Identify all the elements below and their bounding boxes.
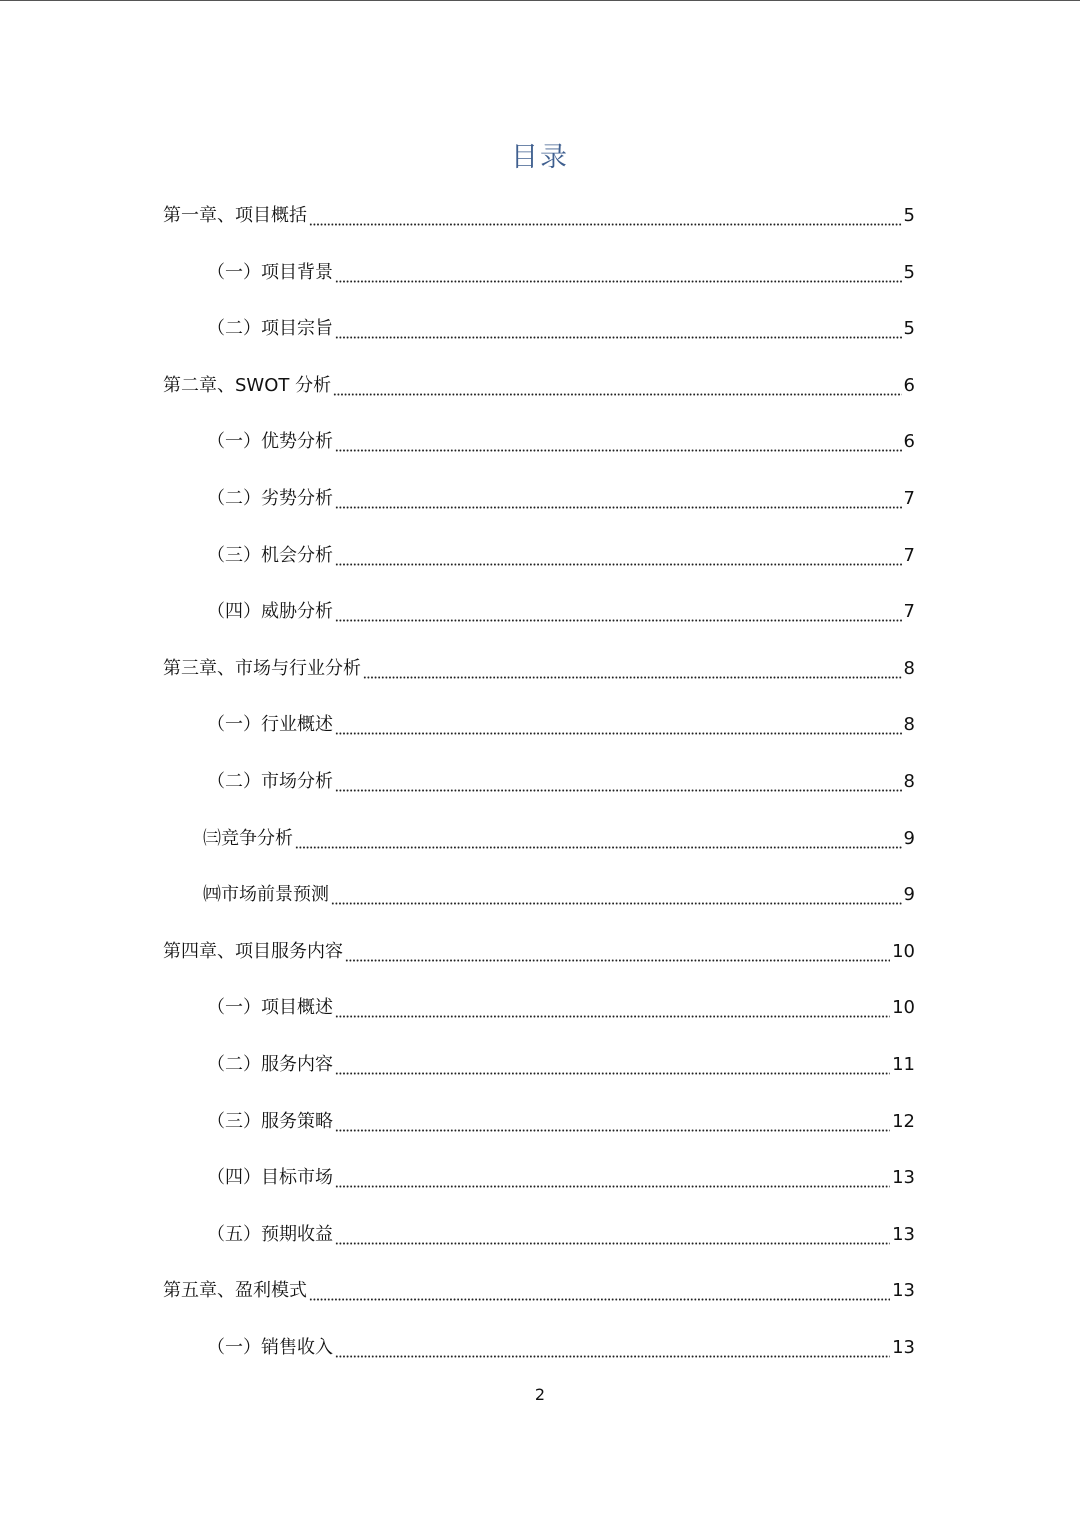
toc-entry-title: （一）优势分析 xyxy=(207,431,333,453)
toc-entry-title: （一）项目背景 xyxy=(207,261,333,283)
toc-entry-page: 13 xyxy=(892,1280,915,1302)
toc-section-entry[interactable] xyxy=(163,592,915,649)
toc-entry-title: 第五章、盈利模式 xyxy=(163,1280,307,1302)
toc-section-entry[interactable] xyxy=(163,875,915,932)
toc-dot-leader xyxy=(335,1328,890,1368)
toc-dot-leader xyxy=(335,1045,890,1085)
toc-dot-leader xyxy=(335,988,890,1028)
toc-entry-page: 8 xyxy=(903,714,915,736)
toc-dot-leader xyxy=(335,1158,890,1198)
page-number: 2 xyxy=(534,1385,546,1404)
toc-entry-title: 第四章、项目服务内容 xyxy=(163,940,343,962)
toc-dot-leader xyxy=(335,705,902,745)
toc-dot-leader xyxy=(335,422,902,462)
toc-section-entry[interactable] xyxy=(163,536,915,593)
toc-chapter-entry[interactable] xyxy=(163,366,915,423)
toc-entry-page: 7 xyxy=(903,544,915,566)
toc-entry-title: （一）行业概述 xyxy=(207,714,333,736)
toc-dot-leader xyxy=(335,536,902,576)
toc-entry-page: 12 xyxy=(892,1110,915,1132)
toc-entry-title: （三）机会分析 xyxy=(207,544,333,566)
toc-dot-leader xyxy=(295,819,902,859)
toc-section-entry[interactable] xyxy=(163,819,915,876)
toc-chapter-entry[interactable] xyxy=(163,649,915,706)
toc-dot-leader xyxy=(363,649,902,689)
toc-entry-title: （三）服务策略 xyxy=(207,1110,333,1132)
toc-dot-leader xyxy=(335,762,902,802)
table-of-contents xyxy=(163,196,915,1384)
toc-entry-page: 8 xyxy=(903,657,915,679)
toc-entry-page: 10 xyxy=(892,940,915,962)
toc-entry-title: ㈢竞争分析 xyxy=(203,827,293,849)
toc-entry-page: 13 xyxy=(892,1167,915,1189)
toc-chapter-entry[interactable] xyxy=(163,1271,915,1328)
toc-entry-page: 13 xyxy=(892,1336,915,1358)
toc-entry-title: 第二章、SWOT 分析 xyxy=(163,374,332,396)
toc-section-entry[interactable] xyxy=(163,988,915,1045)
toc-entry-page: 5 xyxy=(903,205,915,226)
toc-dot-leader xyxy=(345,932,890,972)
toc-entry-page: 8 xyxy=(903,770,915,792)
toc-dot-leader xyxy=(309,1271,890,1311)
toc-entry-page: 7 xyxy=(903,601,915,623)
toc-entry-page: 6 xyxy=(903,431,915,453)
toc-section-entry[interactable] xyxy=(163,762,915,819)
toc-entry-title: （四）目标市场 xyxy=(207,1167,333,1189)
toc-entry-page: 10 xyxy=(892,997,915,1019)
toc-entry-title: 第三章、市场与行业分析 xyxy=(163,657,361,679)
toc-entry-page: 7 xyxy=(903,487,915,509)
toc-section-entry[interactable] xyxy=(163,1328,915,1385)
toc-entry-page: 5 xyxy=(903,318,915,340)
toc-entry-title: （二）市场分析 xyxy=(207,770,333,792)
toc-entry-title: （一）项目概述 xyxy=(207,997,333,1019)
toc-dot-leader xyxy=(335,592,902,632)
toc-section-entry[interactable] xyxy=(163,309,915,366)
toc-section-entry[interactable] xyxy=(163,1215,915,1272)
toc-entry-page: 9 xyxy=(903,827,915,849)
toc-entry-page: 13 xyxy=(892,1223,915,1245)
toc-entry-page: 11 xyxy=(892,1053,915,1075)
toc-dot-leader xyxy=(309,196,902,236)
toc-section-entry[interactable] xyxy=(163,1158,915,1215)
toc-entry-title: （一）销售收入 xyxy=(207,1336,333,1358)
toc-section-entry[interactable] xyxy=(163,1102,915,1159)
toc-section-entry[interactable] xyxy=(163,422,915,479)
toc-dot-leader xyxy=(335,1102,890,1142)
toc-entry-page: 6 xyxy=(903,374,915,396)
toc-entry-title: （四）威胁分析 xyxy=(207,601,333,623)
toc-section-entry[interactable] xyxy=(163,705,915,762)
toc-section-entry[interactable] xyxy=(163,1045,915,1102)
toc-section-entry[interactable] xyxy=(163,253,915,310)
toc-dot-leader xyxy=(331,875,902,915)
toc-dot-leader xyxy=(335,479,902,519)
toc-dot-leader xyxy=(335,309,902,349)
toc-entry-title: （二）项目宗旨 xyxy=(207,318,333,340)
toc-entry-title: （二）服务内容 xyxy=(207,1053,333,1075)
toc-dot-leader xyxy=(333,366,901,406)
toc-entry-title: ㈣市场前景预测 xyxy=(203,884,329,906)
top-rule xyxy=(0,0,1080,1)
toc-dot-leader xyxy=(335,1215,890,1255)
toc-title: 目录 xyxy=(511,142,569,173)
toc-entry-title: 第一章、项目概括 xyxy=(163,205,307,226)
toc-chapter-entry[interactable] xyxy=(163,932,915,989)
toc-entry-title: （五）预期收益 xyxy=(207,1223,333,1245)
toc-dot-leader xyxy=(335,253,902,293)
toc-entry-page: 9 xyxy=(903,884,915,906)
toc-entry-title: （二）劣势分析 xyxy=(207,487,333,509)
toc-section-entry[interactable] xyxy=(163,479,915,536)
toc-chapter-entry[interactable] xyxy=(163,196,915,253)
toc-entry-page: 5 xyxy=(903,261,915,283)
